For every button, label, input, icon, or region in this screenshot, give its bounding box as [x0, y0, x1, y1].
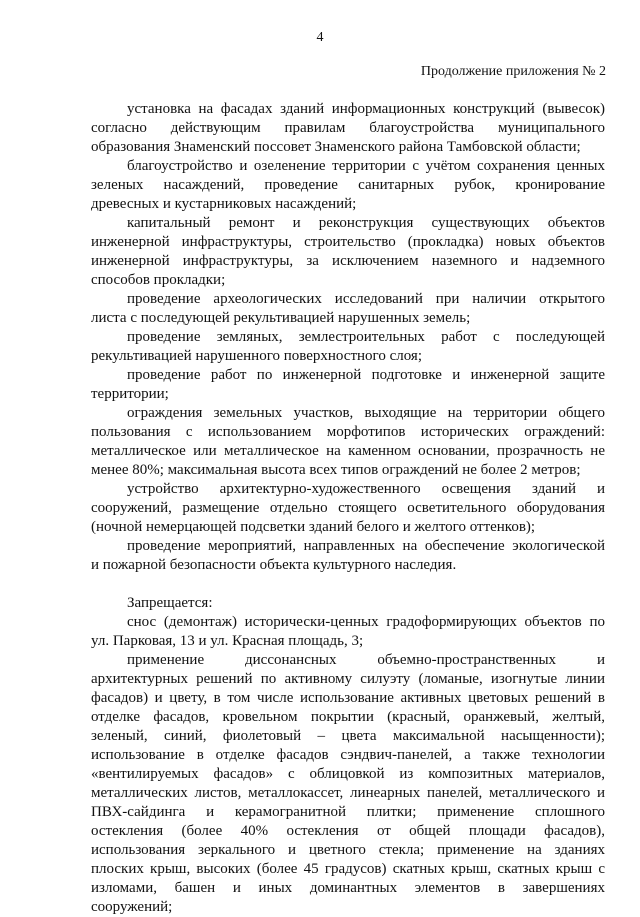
paragraph-line: установка на фасадах зданий информационных конструкций (вывесок) [127, 101, 605, 117]
paragraph-line: образования Знаменский поссовет Знаменского района Тамбовской области; [91, 139, 581, 155]
paragraph-line: листа с последующей рекультивацией нарушенных земель; [91, 310, 471, 326]
paragraph-line: изломами, башен и иных доминантных элементов в завершениях [91, 880, 605, 896]
paragraph [91, 594, 605, 613]
paragraph-line: отделке фасадов, кровельном покрытии (красный, оранжевый, желтый, [91, 709, 605, 725]
document-body [91, 100, 605, 917]
paragraph [91, 651, 605, 917]
paragraph-line: проведение мероприятий, направленных на обеспечение экологической [127, 538, 605, 554]
paragraph-line: инженерной инфраструктуры, за исключением наземного и надземного [91, 253, 605, 269]
paragraph-line: использование в отделке фасадов сэндвич-панелей, а также технологии [91, 747, 605, 763]
paragraph-line: капитальный ремонт и реконструкция существующих объектов [127, 215, 605, 231]
paragraph-line: (ночной немерцающей подсветки зданий белого и желтого оттенков); [91, 519, 536, 535]
paragraph-line: ПВХ-сайдинга и керамогранитной плитки; применение сплошного [91, 804, 605, 820]
paragraph [91, 613, 605, 651]
paragraph-line: менее 80%; максимальная высота всех типов ограждений не более 2 метров; [91, 462, 581, 478]
paragraph-line: применение диссонансных объемно-пространственных и [127, 652, 605, 668]
paragraph-line: ул. Парковая, 13 и ул. Красная площадь, 3; [91, 633, 364, 649]
paragraph-line: Запрещается: [127, 595, 213, 611]
paragraph-line: «вентилируемых фасадов» с облицовкой из композитных материалов, [91, 766, 605, 782]
paragraph-line: территории; [91, 386, 169, 402]
paragraph-line: зеленых насаждений, проведение санитарных рубок, кронирование [91, 177, 605, 193]
paragraph-line: ограждения земельных участков, выходящие на территории общего [127, 405, 605, 421]
paragraph-line: благоустройство и озеленение территории с учётом сохранения ценных [127, 158, 605, 174]
paragraph-line: сооружений; [91, 899, 173, 915]
paragraph [91, 290, 605, 328]
paragraph-line: фасадов) и цвету, в том числе использование активных цветовых решений в [91, 690, 605, 706]
paragraph-line: сооружений, размещение отдельно стоящего осветительного оборудования [91, 500, 605, 516]
paragraph-line: древесных и кустарниковых насаждений; [91, 196, 357, 212]
paragraph [91, 157, 605, 214]
paragraph-line: инженерной инфраструктуры, строительство (прокладка) новых объектов [91, 234, 605, 250]
paragraph-gap [91, 575, 605, 594]
paragraph-line: архитектурных решений по активному силуэту (ломаные, изогнутые линии [91, 671, 605, 687]
paragraph-line: и пожарной безопасности объекта культурного наследия. [91, 557, 457, 573]
page-number: 4 [316, 30, 324, 45]
paragraph-line: использования зеркального и цветного стекла; применение на зданиях [91, 842, 605, 858]
paragraph-line: проведение земляных, землестроительных работ с последующей [127, 329, 605, 345]
paragraph-line: остекления (более 40% остекления от общей площади фасадов), [91, 823, 605, 839]
paragraph [91, 537, 605, 575]
paragraph [91, 100, 605, 157]
paragraph-line: металлическое или металлическое на каменном основании, прозрачность не [91, 443, 605, 459]
appendix-note: Продолжение приложения № 2 [420, 64, 606, 79]
paragraph [91, 404, 605, 480]
paragraph [91, 214, 605, 290]
paragraph-line: пользования с использованием морфотипов исторических ограждений: [91, 424, 605, 440]
paragraph-line: проведение работ по инженерной подготовке и инженерной защите [127, 367, 605, 383]
paragraph-line: согласно действующим правилам благоустройства муниципального [91, 120, 605, 136]
paragraph-line: рекультивацией нарушенного поверхностного слоя; [91, 348, 422, 364]
paragraph-line: проведение археологических исследований при наличии открытого [127, 291, 605, 307]
paragraph [91, 480, 605, 537]
paragraph [91, 328, 605, 366]
paragraph-line: металлических листов, металлокассет, линеарных панелей, металлического и [91, 785, 605, 801]
paragraph-line: зеленый, синий, фиолетовый – цвета максимальной насыщенности); [91, 728, 605, 744]
paragraph-line: плоских крыш, высоких (более 45 градусов) скатных крыш, скатных крыш с [91, 861, 605, 877]
paragraph [91, 366, 605, 404]
paragraph-line: устройство архитектурно-художественного освещения зданий и [127, 481, 605, 497]
paragraph-line: способов прокладки; [91, 272, 226, 288]
paragraph-line: снос (демонтаж) исторически-ценных градоформирующих объектов по [127, 614, 605, 630]
